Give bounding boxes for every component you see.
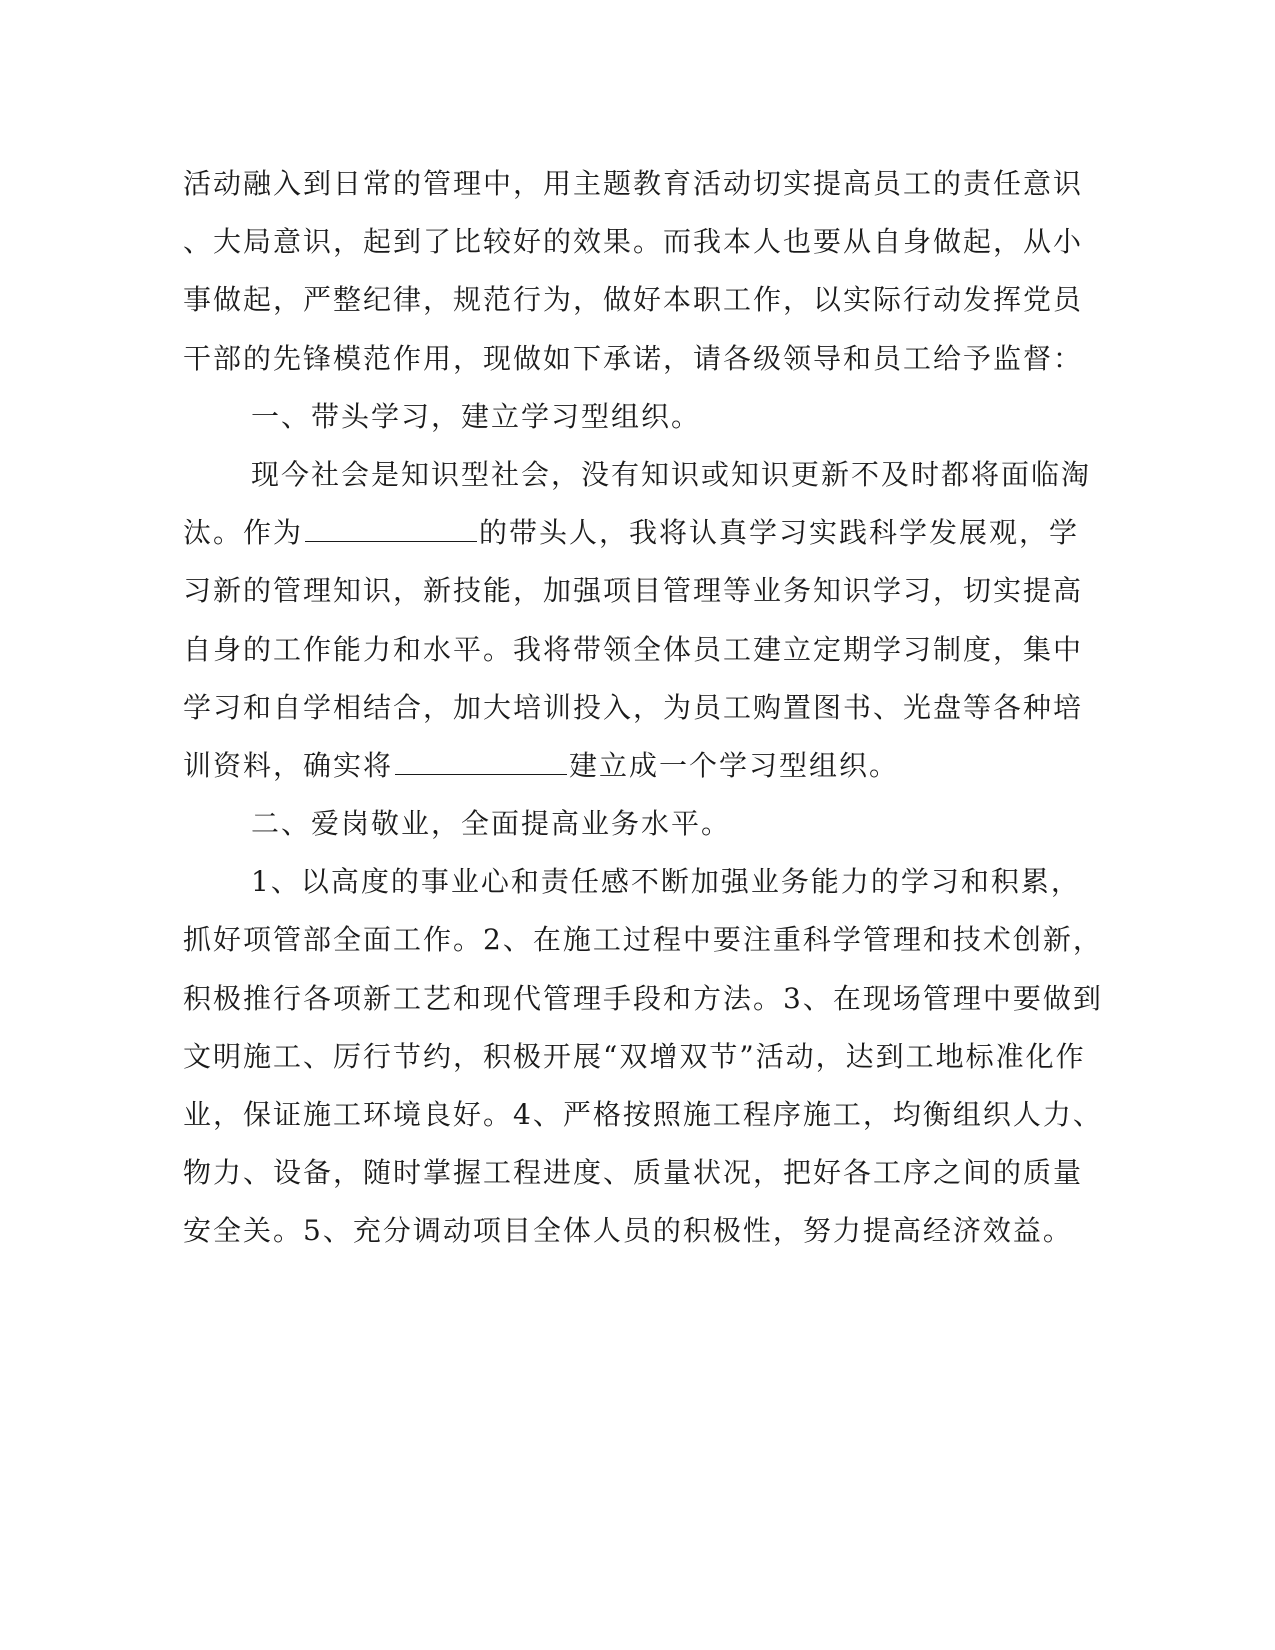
section-heading-2: 二、爱岗敬业，全面提高业务水平。	[251, 807, 732, 841]
paragraph-line: 1、以高度的事业心和责任感不断加强业务能力的学习和积累，	[251, 865, 1081, 899]
line-text: 训资料，确实将	[183, 748, 394, 782]
paragraph-line: 业，保证施工环境良好。4、严格按照施工程序施工，均衡组织人力、	[183, 1098, 1103, 1131]
paragraph-line: 抓好项管部全面工作。2、在施工过程中要注重科学管理和技术创新，	[183, 923, 1103, 957]
line-text: 建立成一个学习型组织。	[569, 748, 900, 782]
paragraph-line: 文明施工、厉行节约，积极开展“双增双节”活动，达到工地标准化作	[183, 1039, 1086, 1073]
paragraph-line: 习新的管理知识，新技能，加强项目管理等业务知识学习，切实提高	[183, 574, 1084, 608]
paragraph-line: 活动融入到日常的管理中，用主题教育活动切实提高员工的责任意识	[183, 167, 1084, 200]
paragraph-line-with-blank	[183, 737, 1043, 795]
section-heading-1: 一、带头学习，建立学习型组织。	[251, 399, 702, 433]
line-text: 汰。作为	[183, 516, 304, 550]
paragraph-line: 物力、设备，随时掌握工程进度、质量状况，把好各工序之间的质量	[183, 1156, 1084, 1190]
paragraph-line: 事做起，严整纪律，规范行为，做好本职工作，以实际行动发挥党员	[183, 283, 1084, 317]
paragraph-line: 积极推行各项新工艺和现代管理手段和方法。3、在现场管理中要做到	[183, 981, 1103, 1015]
paragraph-line: 自身的工作能力和水平。我将带领全体员工建立定期学习制度，集中	[183, 632, 1084, 666]
paragraph-line-with-blank	[183, 504, 1080, 562]
fill-in-blank	[305, 515, 477, 542]
paragraph-line: 、大局意识，起到了比较好的效果。而我本人也要从自身做起，从小	[183, 225, 1084, 259]
line-text: 的带头人，我将认真学习实践科学发展观，学	[479, 516, 1080, 550]
fill-in-blank	[395, 748, 567, 775]
paragraph-line: 安全关。5、充分调动项目全体人员的积极性，努力提高经济效益。	[183, 1214, 1073, 1248]
paragraph-line: 现今社会是知识型社会，没有知识或知识更新不及时都将面临淘	[251, 457, 1092, 491]
paragraph-line: 学习和自学相结合，加大培训投入，为员工购置图书、光盘等各种培	[183, 690, 1084, 724]
paragraph-line: 干部的先锋模范作用，现做如下承诺，请各级领导和员工给予监督：	[183, 341, 1084, 375]
document-body	[183, 155, 1103, 1261]
